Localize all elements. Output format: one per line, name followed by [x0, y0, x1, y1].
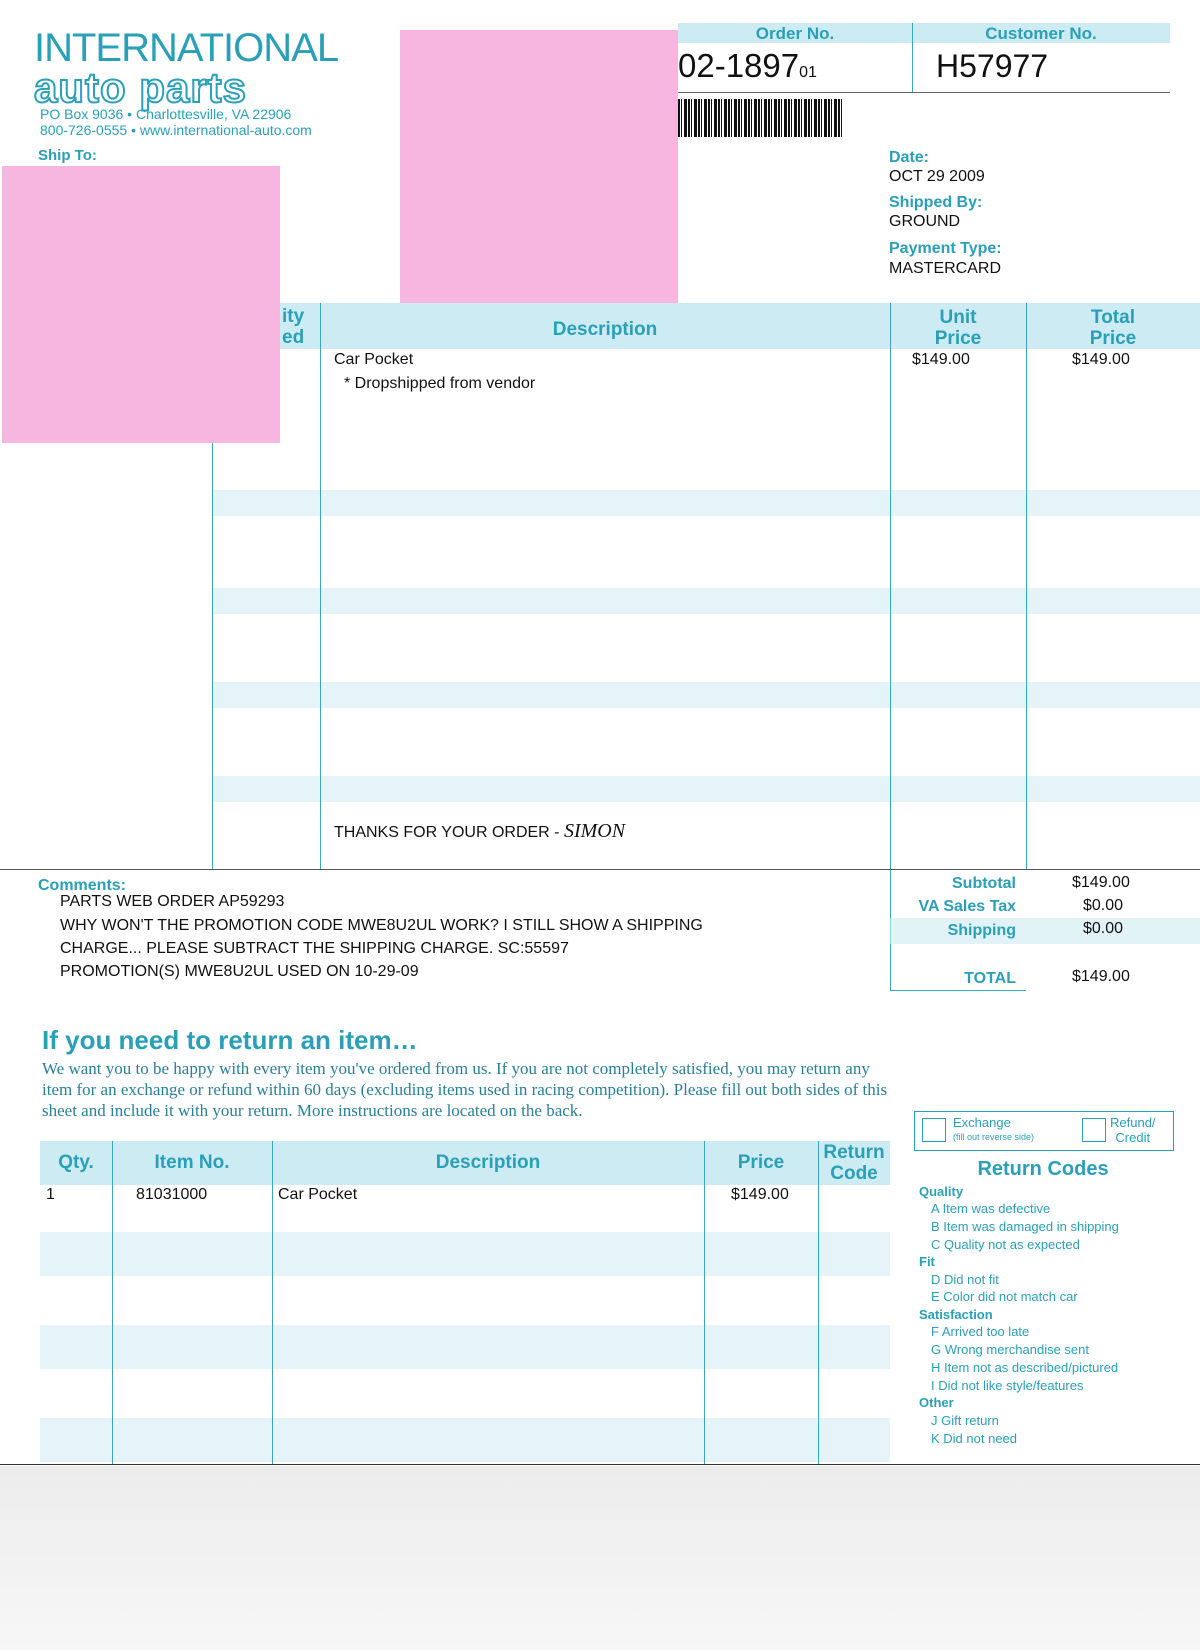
return-band-2 — [40, 1325, 890, 1369]
comment-line-3: CHARGE... PLEASE SUBTRACT THE SHIPPING CHARGE. SC:55597 — [60, 940, 569, 957]
redaction-ship-to — [2, 166, 280, 443]
order-box-divider — [912, 23, 913, 93]
code-g: G Wrong merchandise sent — [931, 1342, 1089, 1357]
items-col-line-1 — [212, 443, 213, 869]
return-col-line-1 — [112, 1141, 113, 1464]
code-cat-satisfaction: Satisfaction — [919, 1307, 993, 1322]
refund-label — [1110, 1115, 1156, 1145]
returns-para-1: We want you to be happy with every item you've ordered from us. If you are not completely satisfied, you may return any — [42, 1059, 870, 1078]
exchange-note: (fill out reverse side) — [953, 1132, 1035, 1142]
comments-label: Comments: — [38, 877, 127, 894]
return-code-header — [818, 1142, 890, 1184]
logo-line-1: INTERNATIONAL — [34, 26, 339, 70]
totals-bottom-line — [890, 990, 1026, 991]
items-band-4 — [212, 776, 1200, 802]
refund-label-line1: Refund/ — [1110, 1115, 1156, 1130]
shipped-by-label: Shipped By: — [889, 194, 983, 211]
thanks-text: THANKS FOR YOUR ORDER - — [334, 824, 564, 841]
total-value: $149.00 — [1072, 968, 1130, 985]
return-col-line-4 — [818, 1141, 819, 1464]
exchange-label: Exchange — [953, 1115, 1011, 1130]
total-label: TOTAL — [964, 970, 1016, 987]
thanks-message — [334, 820, 625, 843]
shipping-value: $0.00 — [1083, 920, 1124, 937]
code-h: H Item not as described/pictured — [931, 1360, 1119, 1375]
subtotal-value: $149.00 — [1072, 874, 1130, 891]
return-code-header-line2: Code — [830, 1163, 878, 1184]
return-row-item-no: 81031000 — [136, 1186, 208, 1203]
total-price-header — [1026, 307, 1200, 349]
order-no-label: Order No. — [755, 24, 835, 43]
exchange-checkbox[interactable] — [922, 1118, 946, 1142]
comment-line-2: WHY WON'T THE PROMOTION CODE MWE8U2UL WORK? I STILL SHOW A SHIPPING — [60, 917, 703, 934]
return-price-header: Price — [737, 1152, 785, 1173]
payment-label: Payment Type: — [889, 240, 1002, 257]
order-number-suffix: 01 — [799, 64, 817, 81]
code-i: I Did not like style/features — [931, 1378, 1084, 1393]
items-band-1 — [212, 490, 1200, 516]
return-qty-header: Qty. — [58, 1152, 94, 1173]
item-total-price: $149.00 — [1072, 351, 1130, 368]
order-barcode — [678, 99, 844, 137]
order-number-value: 02-1897 — [678, 47, 800, 84]
unit-price-header-line1: Unit — [939, 307, 977, 328]
returns-para-2: item for an exchange or refund within 60 days (excluding items used in racing competition). Please fill out both sides of this — [42, 1080, 888, 1099]
shipping-label: Shipping — [947, 922, 1016, 939]
qty-header-line2: ed — [282, 327, 305, 348]
code-k: K Did not need — [931, 1431, 1018, 1446]
refund-label-line2: Credit — [1115, 1130, 1151, 1145]
code-a: A Item was defective — [931, 1201, 1051, 1216]
returns-heading: If you need to return an item… — [42, 1025, 418, 1055]
qty-header-line1: ity — [282, 306, 305, 327]
qty-header-partial — [282, 306, 306, 348]
return-item-header: Item No. — [154, 1152, 230, 1173]
code-cat-fit: Fit — [919, 1254, 935, 1269]
unit-price-header — [890, 307, 1026, 349]
customer-no-label: Customer No. — [985, 24, 1097, 43]
company-address: PO Box 9036 • Charlottesville, VA 22906 — [40, 106, 292, 122]
return-desc-header: Description — [435, 1152, 541, 1173]
return-band-1 — [40, 1232, 890, 1276]
company-contact: 800-726-0555 • www.international-auto.com — [40, 122, 312, 138]
redaction-header — [400, 30, 678, 306]
code-cat-quality: Quality — [919, 1184, 964, 1199]
return-codes-title: Return Codes — [977, 1158, 1109, 1180]
description-header: Description — [552, 319, 658, 340]
refund-checkbox[interactable] — [1082, 1118, 1106, 1142]
items-band-3 — [212, 682, 1200, 708]
order-number — [678, 47, 817, 85]
date-value: OCT 29 2009 — [889, 168, 985, 185]
comment-line-1: PARTS WEB ORDER AP59293 — [60, 893, 285, 910]
total-price-header-line1: Total — [1091, 307, 1135, 328]
item-note: * Dropshipped from vendor — [344, 375, 536, 392]
item-unit-price: $149.00 — [912, 351, 970, 368]
code-f: F Arrived too late — [931, 1324, 1030, 1339]
return-row-qty: 1 — [46, 1186, 55, 1203]
return-code-header-line1: Return — [823, 1142, 885, 1163]
shipped-by-value: GROUND — [889, 213, 961, 230]
code-c: C Quality not as expected — [931, 1237, 1080, 1252]
code-j: J Gift return — [931, 1413, 999, 1428]
payment-value: MASTERCARD — [889, 260, 1002, 277]
item-description: Car Pocket — [334, 351, 414, 368]
tax-label: VA Sales Tax — [918, 898, 1016, 915]
signature: SIMON — [563, 820, 626, 842]
page-bottom-shade — [0, 1466, 1200, 1650]
order-box-bottom — [678, 92, 1170, 93]
code-e: E Color did not match car — [931, 1289, 1078, 1304]
comment-line-4: PROMOTION(S) MWE8U2UL USED ON 10-29-09 — [60, 963, 419, 980]
return-col-line-2 — [272, 1141, 273, 1464]
return-table-bottom — [0, 1464, 1200, 1465]
code-cat-other: Other — [919, 1395, 954, 1410]
return-row-price: $149.00 — [731, 1186, 789, 1203]
subtotal-label: Subtotal — [952, 875, 1016, 892]
customer-number: H57977 — [936, 48, 1049, 84]
tax-value: $0.00 — [1083, 897, 1124, 914]
unit-price-header-line2: Price — [934, 328, 982, 349]
items-col-line-4 — [1026, 303, 1027, 869]
items-bottom-line — [0, 869, 1200, 870]
date-label: Date: — [889, 149, 930, 166]
code-b: B Item was damaged in shipping — [931, 1219, 1119, 1234]
total-price-header-line2: Price — [1089, 328, 1137, 349]
company-logo — [34, 26, 339, 111]
code-d: D Did not fit — [931, 1272, 999, 1287]
logo-line-2: auto parts — [34, 64, 248, 111]
returns-para-3: sheet and include it with your return. More instructions are located on the back. — [42, 1101, 583, 1120]
items-band-2 — [212, 588, 1200, 614]
items-col-line-2 — [320, 303, 321, 869]
return-col-line-3 — [704, 1141, 705, 1464]
return-row-description: Car Pocket — [278, 1186, 358, 1203]
return-band-3 — [40, 1418, 890, 1462]
ship-to-label: Ship To: — [38, 147, 97, 164]
